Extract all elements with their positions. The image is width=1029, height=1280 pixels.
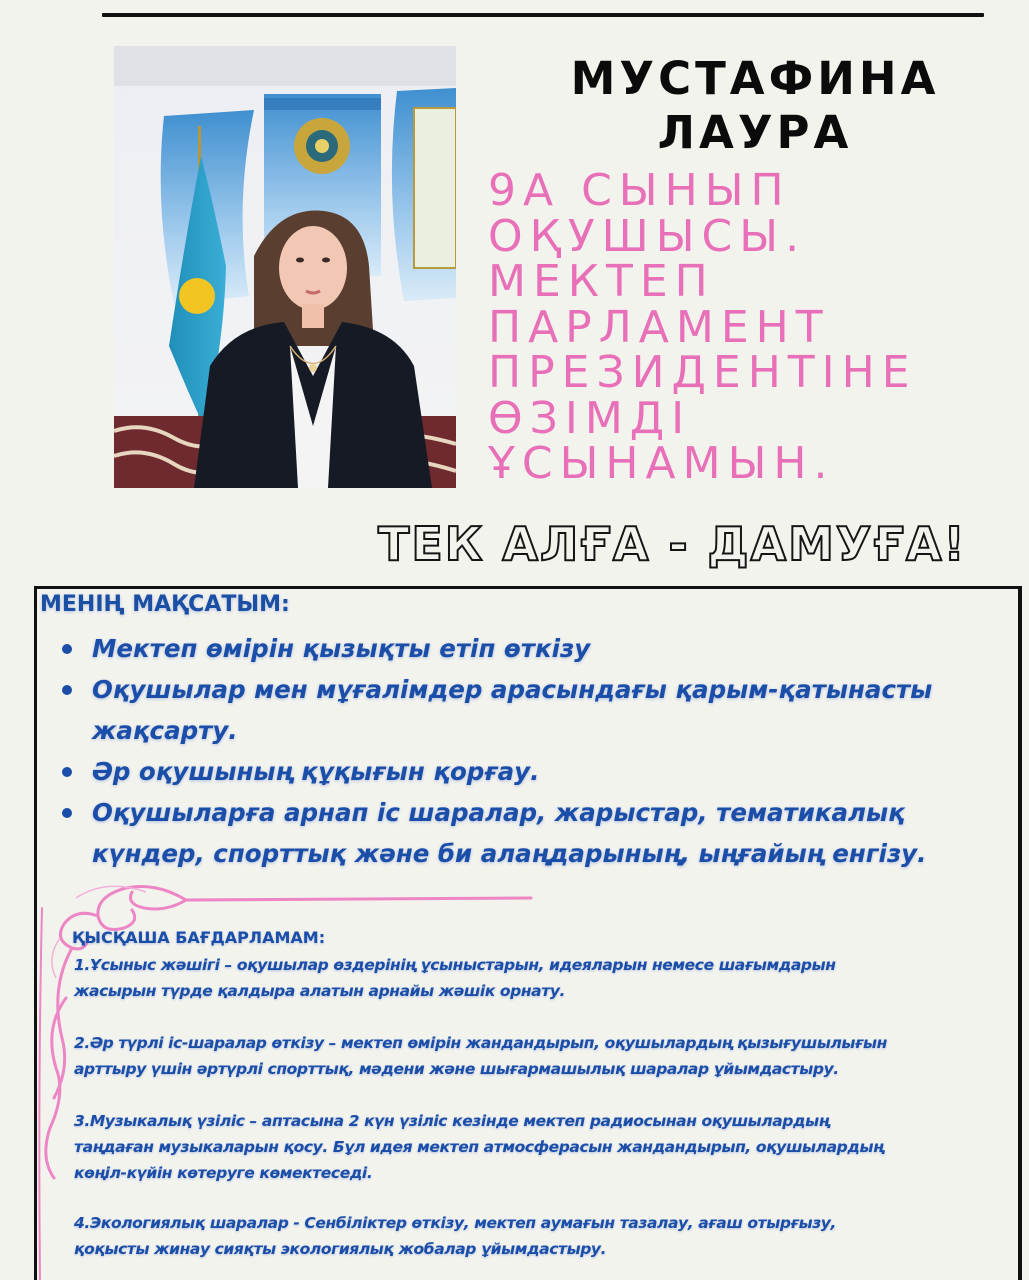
statement-line: ОҚУШЫСЫ.: [488, 210, 807, 262]
bullet-icon: [62, 644, 72, 654]
program-item: [74, 952, 1009, 1004]
program-item: [74, 1108, 1009, 1186]
program-text: 1.Ұсыныс жәшігі – оқушылар өздерінің ұсыныстарын, идеяларын немесе шағымдарын: [74, 956, 836, 974]
program-text: қоқысты жинау сияқты экологиялық жобалар ұйымдастыру.: [74, 1240, 607, 1258]
bullet-icon: [62, 685, 72, 695]
statement-line: МЕКТЕП: [488, 256, 715, 307]
program-text: 3.Музыкалық үзіліс – аптасына 2 күн үзіліс кезінде мектеп радиосынан оқушылардың: [74, 1112, 830, 1130]
goals-list: [56, 628, 1006, 874]
program-heading: ҚЫСҚАША БАҒДАРЛАМАМ:: [72, 928, 326, 947]
goal-item: [56, 628, 1006, 669]
candidate-name: [520, 52, 990, 160]
candidate-first-name: ЛАУРА: [657, 106, 853, 159]
candidate-photo: [114, 46, 456, 488]
candidacy-statement: [488, 165, 1008, 489]
program-text: көңіл-күйін көтеруге көмектеседі.: [74, 1164, 373, 1182]
goal-item: [56, 792, 1006, 874]
bullet-icon: [62, 767, 72, 777]
goal-text: Оқушылар мен мұғалімдер арасындағы қарым-қатынасты жақсарту.: [92, 675, 933, 745]
statement-line: ПАРЛАМЕНТ: [488, 301, 830, 353]
statement-line: ӨЗІМДІ: [488, 392, 692, 444]
statement-line: ПРЕЗИДЕНТІНЕ: [488, 347, 917, 398]
goals-heading: МЕНІҢ МАҚСАТЫМ:: [40, 592, 290, 617]
slogan: ТЕК АЛҒА - ДАМУҒА!: [378, 517, 967, 571]
goal-text: Мектеп өмірін қызықты етіп өткізу: [92, 634, 591, 663]
program-item: [74, 1210, 1009, 1262]
program-text: 2.Әр түрлі іс-шаралар өткізу – мектеп өмірін жандандырып, оқушылардың қызығушылығын: [74, 1034, 887, 1052]
portrait-image: [114, 46, 456, 488]
goal-item: [56, 751, 1006, 792]
program-text: жасырын түрде қалдыра алатын арнайы жәшік орнату.: [74, 982, 566, 1000]
goal-item: [56, 669, 1006, 751]
bullet-icon: [62, 808, 72, 818]
program-item: [74, 1030, 1009, 1082]
top-divider: [102, 13, 984, 17]
goal-text: Оқушыларға арнап іс шаралар, жарыстар, тематикалық күндер, спорттық және би алаңдарының, ыңғайың енгізу.: [92, 798, 927, 868]
program-text: арттыру үшін әртүрлі спорттық, мәдени және шығармашылық шаралар ұйымдастыру.: [74, 1060, 839, 1078]
program-text: таңдаған музыкаларын қосу. Бұл идея мектеп атмосферасын жандандырып, оқушылардың: [74, 1138, 884, 1156]
statement-line: ҰСЫНАМЫН.: [488, 438, 835, 489]
program-text: 4.Экологиялық шаралар - Сенбіліктер өткізу, мектеп аумағын тазалау, ағаш отырғызу,: [74, 1214, 836, 1232]
statement-line: 9А СЫНЫП: [488, 165, 791, 216]
candidate-surname: МУСТАФИНА: [570, 52, 940, 105]
goal-text: Әр оқушының құқығын қорғау.: [92, 757, 540, 786]
